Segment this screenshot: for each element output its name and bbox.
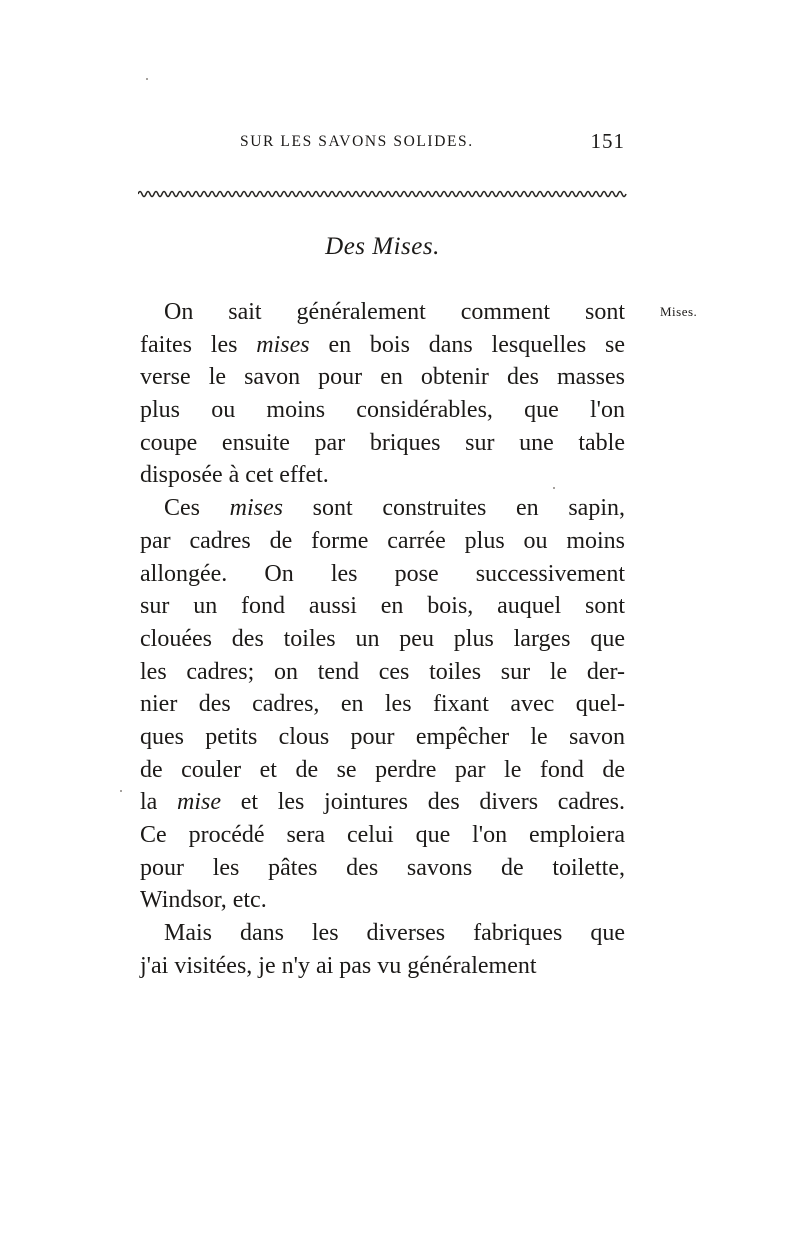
text-segment: sur un fond aussi en bois, auquel sont	[140, 593, 625, 620]
text-segment: Ce procédé sera celui que l'on emploiera	[140, 822, 625, 848]
margin-note: Mises.	[660, 304, 698, 319]
text-line	[140, 852, 625, 885]
italic-word: mise	[177, 789, 222, 816]
text-line	[140, 590, 625, 623]
text-line	[140, 525, 625, 558]
text-segment: faites les	[140, 331, 257, 358]
running-title: SUR LES SAVONS SOLIDES.	[240, 133, 474, 150]
text-segment: nier des cadres, en les fixant avec quel-	[140, 691, 625, 718]
text-line	[140, 721, 625, 754]
text-segment: j'ai visitées, je n'y ai pas vu généralement	[140, 952, 537, 979]
text-line	[140, 558, 625, 591]
text-segment: allongée. On les pose successivement	[140, 560, 625, 587]
text-segment: coupe ensuite par briques sur une table	[140, 429, 625, 456]
text-line	[140, 754, 625, 787]
text-line	[140, 688, 625, 721]
text-line	[140, 819, 625, 852]
text-line	[140, 296, 625, 329]
text-segment: plus ou moins considérables, que l'on	[140, 397, 625, 424]
text-segment: en bois dans lesquelles se	[309, 331, 625, 358]
text-line	[140, 656, 625, 689]
text-line	[140, 394, 625, 427]
paragraph	[140, 492, 625, 917]
section-heading: Des Mises.	[325, 233, 440, 260]
text-segment: sont construites en sapin,	[283, 495, 625, 522]
text-segment: On sait généralement comment sont	[164, 299, 625, 325]
body-text	[140, 296, 625, 982]
text-line	[140, 950, 625, 983]
paper-speck	[146, 78, 148, 80]
text-line	[140, 361, 625, 394]
running-head	[140, 129, 625, 155]
text-segment: disposée à cet effet.	[140, 462, 329, 489]
text-segment: clouées des toiles un peu plus larges que	[140, 625, 625, 652]
italic-word: mises	[229, 495, 284, 522]
text-line	[140, 427, 625, 460]
text-segment: pour les pâtes des savons de toilette,	[140, 854, 625, 881]
text-segment: ques petits clous pour empêcher le savon	[140, 723, 625, 750]
text-segment: Mais dans les diverses fabriques que	[164, 920, 625, 947]
text-segment: par cadres de forme carrée plus ou moins	[140, 527, 625, 554]
text-segment: et les jointures des divers cadres.	[221, 789, 626, 816]
text-line	[140, 623, 625, 656]
text-segment: de couler et de se perdre par le fond de	[140, 756, 625, 783]
text-line	[140, 492, 625, 525]
paragraph	[140, 917, 625, 982]
text-segment: les cadres; on tend ces toiles sur le der-	[140, 658, 625, 685]
paper-speck	[553, 487, 555, 489]
paper-speck	[120, 790, 122, 792]
text-segment: la	[140, 789, 178, 816]
text-line	[140, 786, 625, 819]
page-number: 151	[590, 129, 625, 153]
text-line	[140, 329, 625, 362]
text-segment: Ces	[164, 495, 230, 522]
text-line	[140, 884, 625, 917]
paragraph	[140, 296, 625, 492]
text-segment: verse le savon pour en obtenir des masses	[140, 364, 625, 391]
text-segment: Windsor, etc.	[140, 887, 267, 914]
ornamental-rule	[138, 188, 628, 200]
italic-word: mises	[256, 331, 310, 358]
text-line	[140, 917, 625, 950]
